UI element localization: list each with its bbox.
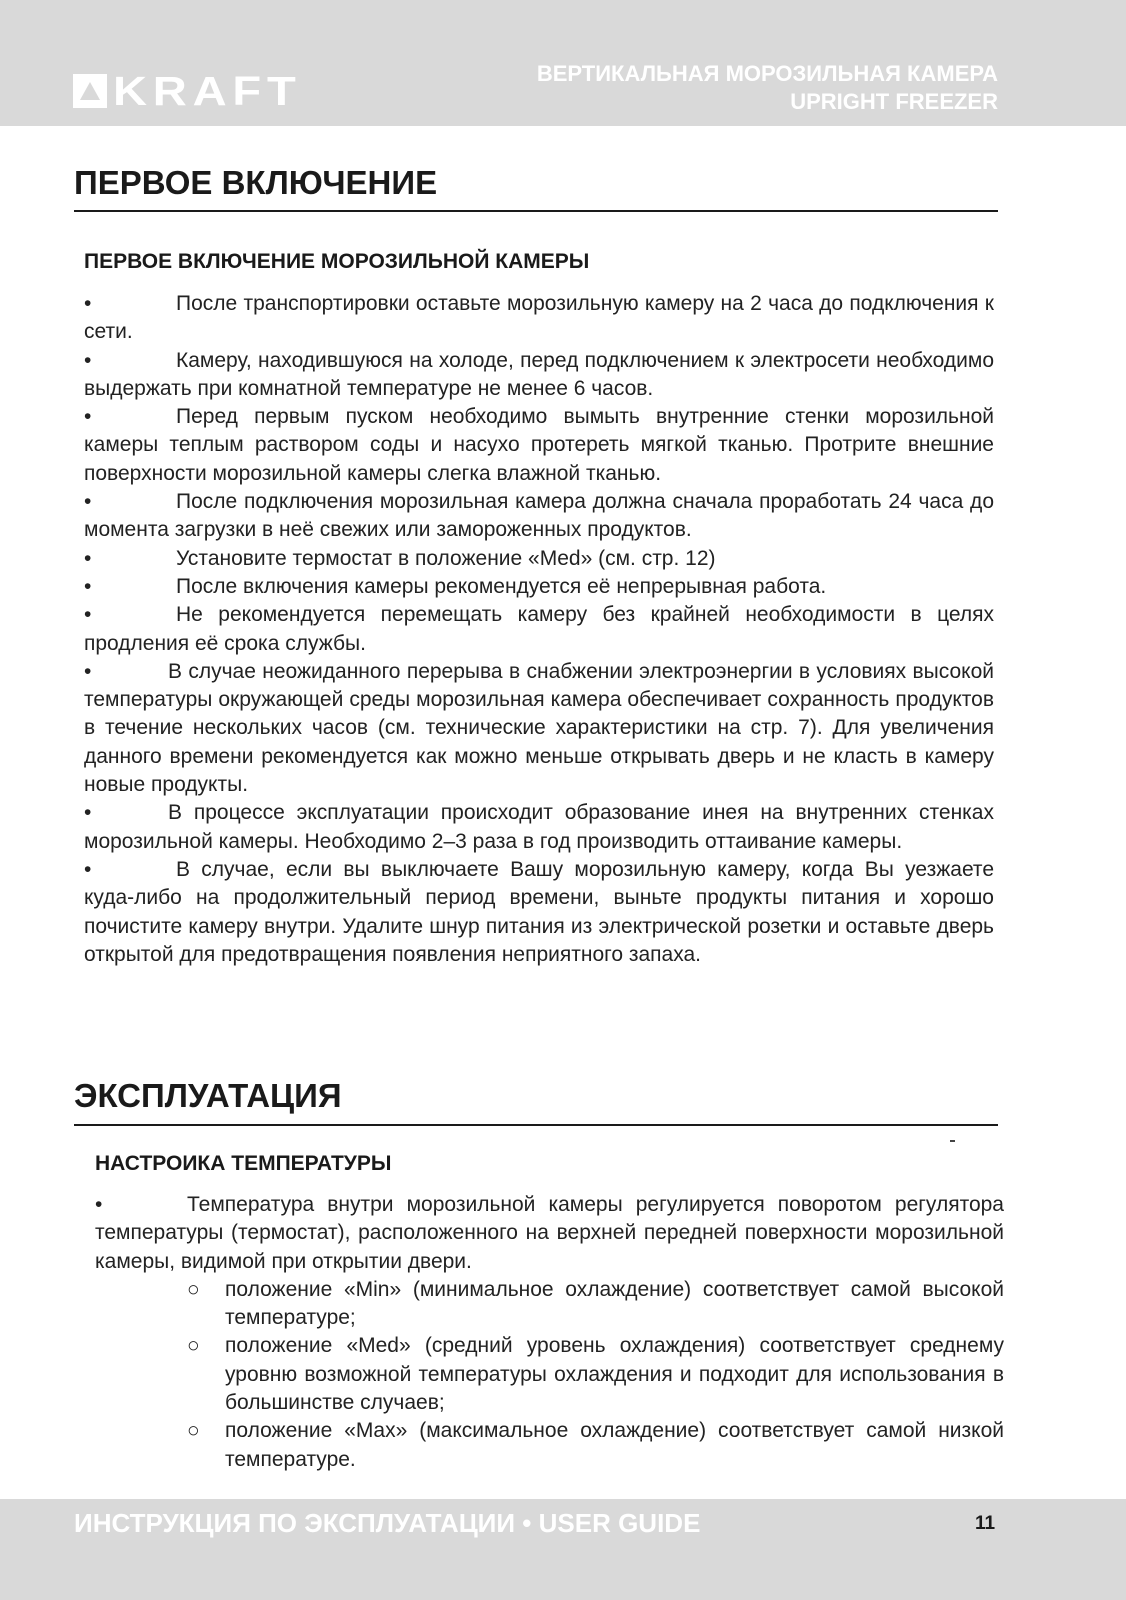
section-heading-operation: ЭКСПЛУАТАЦИЯ	[74, 1077, 342, 1114]
list-item: • После включения камеры рекомендуется её непрерывная работа.	[84, 574, 827, 598]
list-item: • После подключения морозильная камера должна сначала проработать 24 часа до момента загрузки в неё свежих или замороженных продуктов.	[84, 490, 994, 542]
list-item: • Перед первым пуском необходимо вымыть внутренние стенки морозильной камеры теплым раствором соды и насухо протереть мягкой тканью. Протрите внешние поверхности морозильной камеры слегка влажной тканью.	[84, 405, 994, 485]
list-item: • Температура внутри морозильной камеры регулируется поворотом регулятора температуры (термостат), расположенного на верхней передней поверхности морозильной камеры, видимой при открытии двери.	[95, 1193, 1004, 1273]
divider	[74, 1124, 998, 1126]
kraft-logo-icon	[73, 74, 107, 108]
option-min: ○ положение «Min» (минимальное охлаждение) соответствует самой высокой температуре;	[187, 1277, 1004, 1330]
header-titles	[537, 60, 998, 116]
option-med: ○ положение «Med» (средний уровень охлаждения) соответствует среднему уровню возможной температуры охлаждения и подходит для использования в большинстве случаев;	[187, 1334, 1004, 1415]
brand-name: KRAFT	[113, 68, 302, 114]
temperature-setting-text	[95, 1191, 1004, 1474]
subheading-temperature-setting: НАСТРОИКА ТЕМПЕРАТУРЫ	[95, 1152, 392, 1175]
header-title-en: UPRIGHT FREEZER	[790, 89, 998, 114]
footer-guide-label: ИНСТРУКЦИЯ ПО ЭКСПЛУАТАЦИИ • USER GUIDE	[74, 1508, 701, 1538]
option-max: ○ положение «Max» (максимальное охлаждение) соответствует самой низкой температуре.	[187, 1419, 1004, 1471]
list-item: • Камеру, находившуюся на холоде, перед подключением к электросети необходимо выдержать при комнатной температуре не менее 6 часов.	[84, 348, 994, 400]
header-title-ru: ВЕРТИКАЛЬНАЯ МОРОЗИЛЬНАЯ КАМЕРА	[536, 61, 998, 86]
list-item: • В случае неожиданного перерыва в снабжении электроэнергии в условиях высокой температуры окружающей среды морозильная камера обеспечивает сохранность продуктов в течение нескольких часов (см. технические характеристики на стр. 7). Для увеличения данного времени рекомендуется как можно меньше открывать дверь и не класть в камеру новые продукты.	[84, 659, 994, 797]
list-item: • Не рекомендуется перемещать камеру без крайней необходимости в целях продления её срока службы.	[84, 603, 994, 655]
subheading-first-start-freezer: ПЕРВОЕ ВКЛЮЧЕНИЕ МОРОЗИЛЬНОЙ КАМЕРЫ	[84, 250, 590, 273]
list-item: • В процессе эксплуатации происходит образование инея на внутренних стенках морозильной камеры. Необходимо 2–3 раза в год производить оттаивание камеры.	[84, 801, 994, 853]
list-item: • В случае, если вы выключаете Вашу морозильную камеру, когда Вы уезжаете куда-либо на продолжительный период времени, выньте продукты питания и хорошо почистите камеру внутри. Удалите шнур питания из электрической розетки и оставьте дверь открытой для предотвращения появления неприятного запаха.	[84, 857, 994, 966]
kraft-logo	[73, 68, 302, 114]
section-heading-first-start: ПЕРВОЕ ВКЛЮЧЕНИЕ	[74, 164, 438, 201]
list-item: • Установите термостат в положение «Med» (см. стр. 12)	[84, 546, 716, 570]
divider	[74, 210, 998, 212]
stray-mark	[950, 1140, 955, 1142]
list-item: • После транспортировки оставьте морозильную камеру на 2 часа до подключения к сети.	[84, 292, 994, 344]
page-number: 11	[975, 1513, 996, 1534]
first-start-bullet-list	[84, 290, 994, 969]
